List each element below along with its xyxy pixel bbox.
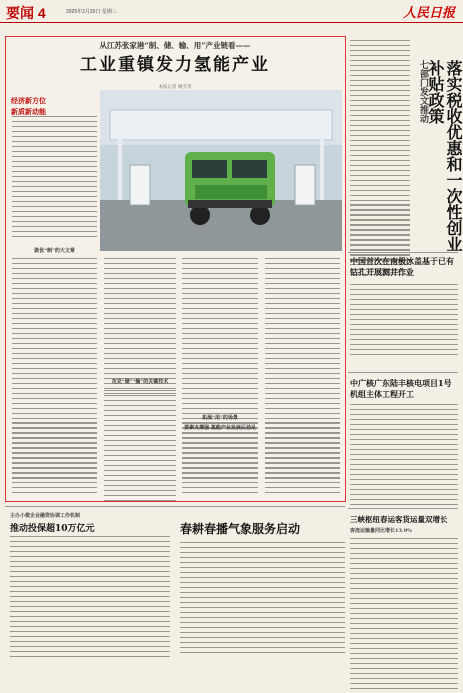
- bottom-left-kicker: 主办小微企业融资协调工作机制: [10, 513, 81, 519]
- right-column-text: [350, 40, 410, 279]
- nuclear-text: [350, 404, 458, 509]
- col1-text: [12, 258, 97, 497]
- bottom-left-title: 推动投保超10万亿元: [10, 524, 95, 534]
- subhead-2: 攻克“储”“输”的关键技术: [111, 379, 169, 385]
- antarctica-text: [350, 284, 458, 359]
- divider: [5, 506, 345, 507]
- hydrogen-station-photo: [100, 90, 342, 251]
- three-gorges-text: [350, 538, 458, 693]
- divider: [348, 508, 458, 509]
- headline-three-gorges-sub: 客流运输量同比增长13.9%: [350, 528, 412, 534]
- right-vertical-kicker: 七部门发文推动: [418, 60, 428, 123]
- col4-text: [265, 258, 340, 497]
- page-header: [0, 0, 463, 23]
- bottom-mid-title: 春耕春播气象服务启动: [180, 522, 301, 536]
- headline-nuclear: 中广核广东陆丰核电项目1号机组主体工程开工: [350, 378, 452, 399]
- divider: [348, 252, 458, 253]
- article-kicker: 从江苏张家港“制、储、输、用”产业链看——: [99, 41, 251, 50]
- newspaper-logo: 人民日报: [402, 6, 455, 21]
- right-vertical-title: 落实税收优惠和一次性创业补贴政策: [426, 60, 463, 252]
- column-label-main: 经济新方位: [11, 96, 46, 105]
- article-title: 工业重镇发力氢能产业: [80, 55, 270, 75]
- column-label: [11, 96, 95, 117]
- byline: 本报记者 姚雪青: [158, 85, 192, 90]
- col2b-text: [104, 390, 176, 505]
- section-title: 要闻 4: [6, 5, 46, 21]
- bottom-mid-text: [180, 542, 345, 657]
- date-line: 2025年2月20日 星期三: [66, 9, 117, 15]
- subhead-1: 做优“制”的大文章: [34, 248, 75, 254]
- col2-text: [104, 258, 176, 398]
- subhead-4: 要素支撑强 氢能产业发展后劲足: [184, 425, 256, 431]
- col3-text: [182, 258, 258, 497]
- intro-text: [12, 116, 97, 241]
- headline-antarctica: 中国首次在南极冰盖基于已有钻孔开展测井作业: [350, 256, 454, 277]
- column-label-sub: 新质新动能: [11, 107, 46, 116]
- subhead-3: 拓展“用”的场景: [202, 415, 238, 421]
- bottom-left-text: [10, 536, 170, 661]
- headline-three-gorges: 三峡枢纽春运客货运量双增长: [350, 515, 448, 524]
- divider: [348, 372, 458, 373]
